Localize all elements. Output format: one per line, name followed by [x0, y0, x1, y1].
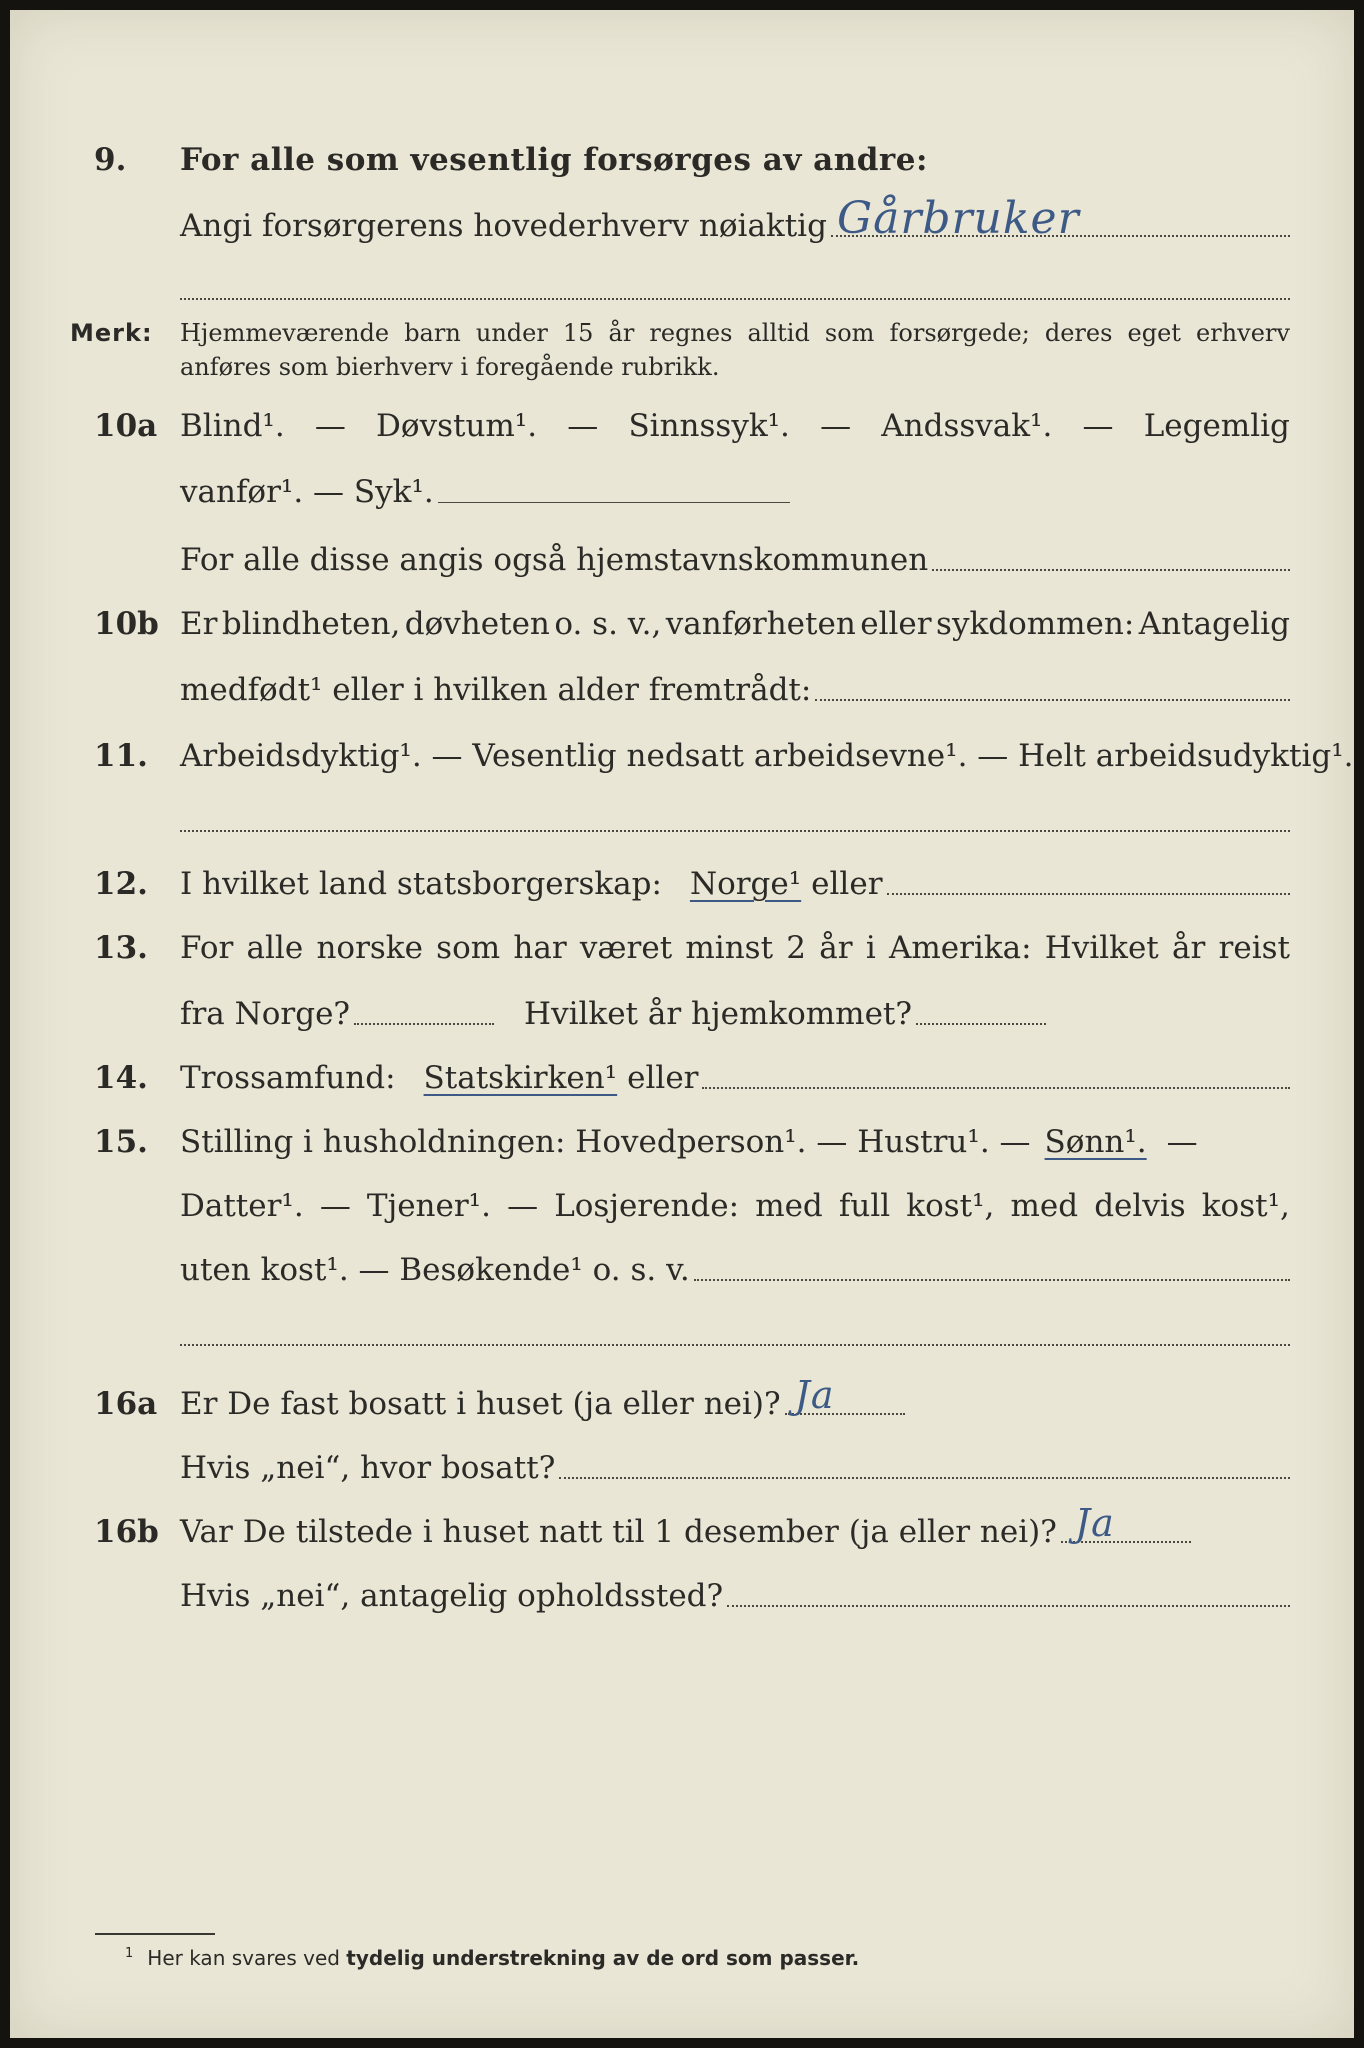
- q12-field[interactable]: [887, 891, 1290, 895]
- q12-underlined-answer: Norge¹: [689, 866, 802, 902]
- q14-label: Trossamfund:: [180, 1060, 396, 1096]
- q14-or: eller: [627, 1060, 699, 1096]
- footnote-rule: [95, 1933, 215, 1935]
- q13-return-field[interactable]: [916, 1021, 1046, 1025]
- q16b-stay-label: Hvis „nei“, antagelig opholdssted?: [180, 1578, 724, 1614]
- q10b-onset-field[interactable]: [815, 697, 1290, 701]
- q9-title-row: [70, 140, 1290, 180]
- q9-occupation-field[interactable]: [831, 193, 1290, 244]
- q11-number: 11.: [94, 738, 148, 774]
- q13-question: For alle norske som har været minst 2 år i Amerika: Hvilket år reist: [180, 930, 1290, 966]
- q10b-number: 10b: [94, 606, 159, 642]
- q13-departure-label: fra Norge?: [180, 996, 351, 1032]
- merk-line-2: anføres som bierhverv i foregående rubrikk.: [180, 353, 720, 381]
- q10a-options: Blind¹. — Døvstum¹. — Sinnssyk¹. — Andssvak¹. — Legemlig: [180, 408, 1290, 444]
- q10a-row-3: [70, 540, 1290, 580]
- footnote-text-bold: tydelig understrekning av de ord som passer.: [346, 1946, 860, 1970]
- q9-occupation-label: Angi forsørgerens hovederhverv nøiaktig: [180, 208, 827, 244]
- q15-row-3: [70, 1250, 1290, 1290]
- q10a-field[interactable]: [438, 500, 790, 503]
- q14-number: 14.: [94, 1060, 148, 1096]
- q10b-row-1: [70, 604, 1290, 644]
- merk-line-1: Hjemmeværende barn under 15 år regnes alltid som forsørgede; deres eget erhverv: [180, 319, 1290, 347]
- q14-underlined-answer: Statskirken¹: [423, 1060, 618, 1096]
- q16b-stay-field[interactable]: [727, 1603, 1290, 1607]
- q10b-row-2: [70, 670, 1290, 710]
- q16b-handwritten-answer: Ja: [1074, 1501, 1115, 1545]
- census-form-page: [10, 10, 1354, 2038]
- merk-label: Merk:: [70, 319, 153, 347]
- q10a-number: 10a: [94, 408, 158, 444]
- q16a-answer-field[interactable]: [785, 1373, 905, 1417]
- q11-options: Arbeidsdyktig¹. — Vesentlig nedsatt arbeidsevne¹. — Helt arbeidsudyktig¹.: [180, 738, 1354, 774]
- q15-row-2: [70, 1186, 1290, 1226]
- q16b-question: Var De tilstede i huset natt til 1 desember (ja eller nei)?: [180, 1514, 1057, 1550]
- footnote-mark: 1: [125, 1946, 134, 1962]
- q15-options-3: uten kost¹. — Besøkende¹ o. s. v.: [180, 1252, 690, 1288]
- q13-number: 13.: [94, 930, 148, 966]
- q13-return-label: Hvilket år hjemkommet?: [524, 996, 913, 1032]
- q9-extra-line: [180, 298, 1290, 300]
- q15-number: 15.: [94, 1124, 148, 1160]
- q9-handwritten-answer: Gårbruker: [836, 193, 1080, 244]
- q13-row-1: [70, 928, 1290, 968]
- q10a-hometown-field[interactable]: [932, 567, 1290, 571]
- q16a-handwritten-answer: Ja: [794, 1373, 835, 1417]
- q15-options-2: Datter¹. — Tjener¹. — Losjerende: med full kost¹, med delvis kost¹,: [180, 1188, 1290, 1224]
- q9-title: For alle som vesentlig forsørges av andre:: [180, 142, 928, 178]
- q16a-row-1: [70, 1373, 1290, 1424]
- q10a-row-1: [70, 406, 1290, 446]
- q14-row: [70, 1058, 1290, 1098]
- q16a-number: 16a: [94, 1386, 158, 1422]
- q12-or: eller: [811, 866, 883, 902]
- q16a-question: Er De fast bosatt i huset (ja eller nei)?: [180, 1386, 781, 1422]
- q16a-row-2: [70, 1448, 1290, 1488]
- q16b-number: 16b: [94, 1514, 159, 1550]
- q14-field[interactable]: [702, 1085, 1290, 1089]
- q9-number: 9.: [94, 142, 127, 178]
- q13-departure-field[interactable]: [354, 1021, 494, 1025]
- q16b-row-2: [70, 1576, 1290, 1616]
- footnote-text-plain: Her kan svares ved: [147, 1946, 340, 1970]
- footnote: [125, 1946, 859, 1970]
- q12-row: [70, 864, 1290, 904]
- q10a-hometown-label: For alle disse angis også hjemstavnskommunen: [180, 542, 929, 578]
- q11-extra-line: [180, 830, 1290, 832]
- q11-row: [70, 736, 1354, 776]
- q12-label: I hvilket land statsborgerskap:: [180, 866, 662, 902]
- q16b-row-1: [70, 1501, 1290, 1552]
- q16b-answer-field[interactable]: [1061, 1501, 1191, 1545]
- q15-row-1: [70, 1122, 1290, 1162]
- q15-extra-line: [180, 1344, 1290, 1346]
- q16a-residence-label: Hvis „nei“, hvor bosatt?: [180, 1450, 556, 1486]
- q9-occupation-row: [70, 193, 1290, 246]
- q10a-options-cont: vanfør¹. — Syk¹.: [180, 474, 434, 510]
- q10b-onset-label: medfødt¹ eller i hvilken alder fremtrådt:: [180, 672, 812, 708]
- q16a-residence-field[interactable]: [559, 1475, 1290, 1479]
- q15-underlined-answer: Sønn¹.: [1044, 1124, 1147, 1160]
- q10a-row-2: [70, 472, 790, 512]
- q13-row-2: [70, 994, 1290, 1034]
- merk-note: [70, 316, 1290, 384]
- q15-dash: —: [1166, 1124, 1198, 1160]
- q12-number: 12.: [94, 866, 148, 902]
- q15-options-1: Stilling i husholdningen: Hovedperson¹. — Hustru¹. —: [180, 1124, 1031, 1160]
- q15-field[interactable]: [694, 1277, 1290, 1281]
- q10b-question: Er blindheten, døvheten o. s. v., vanførheten eller sykdommen: Antagelig: [180, 606, 1290, 642]
